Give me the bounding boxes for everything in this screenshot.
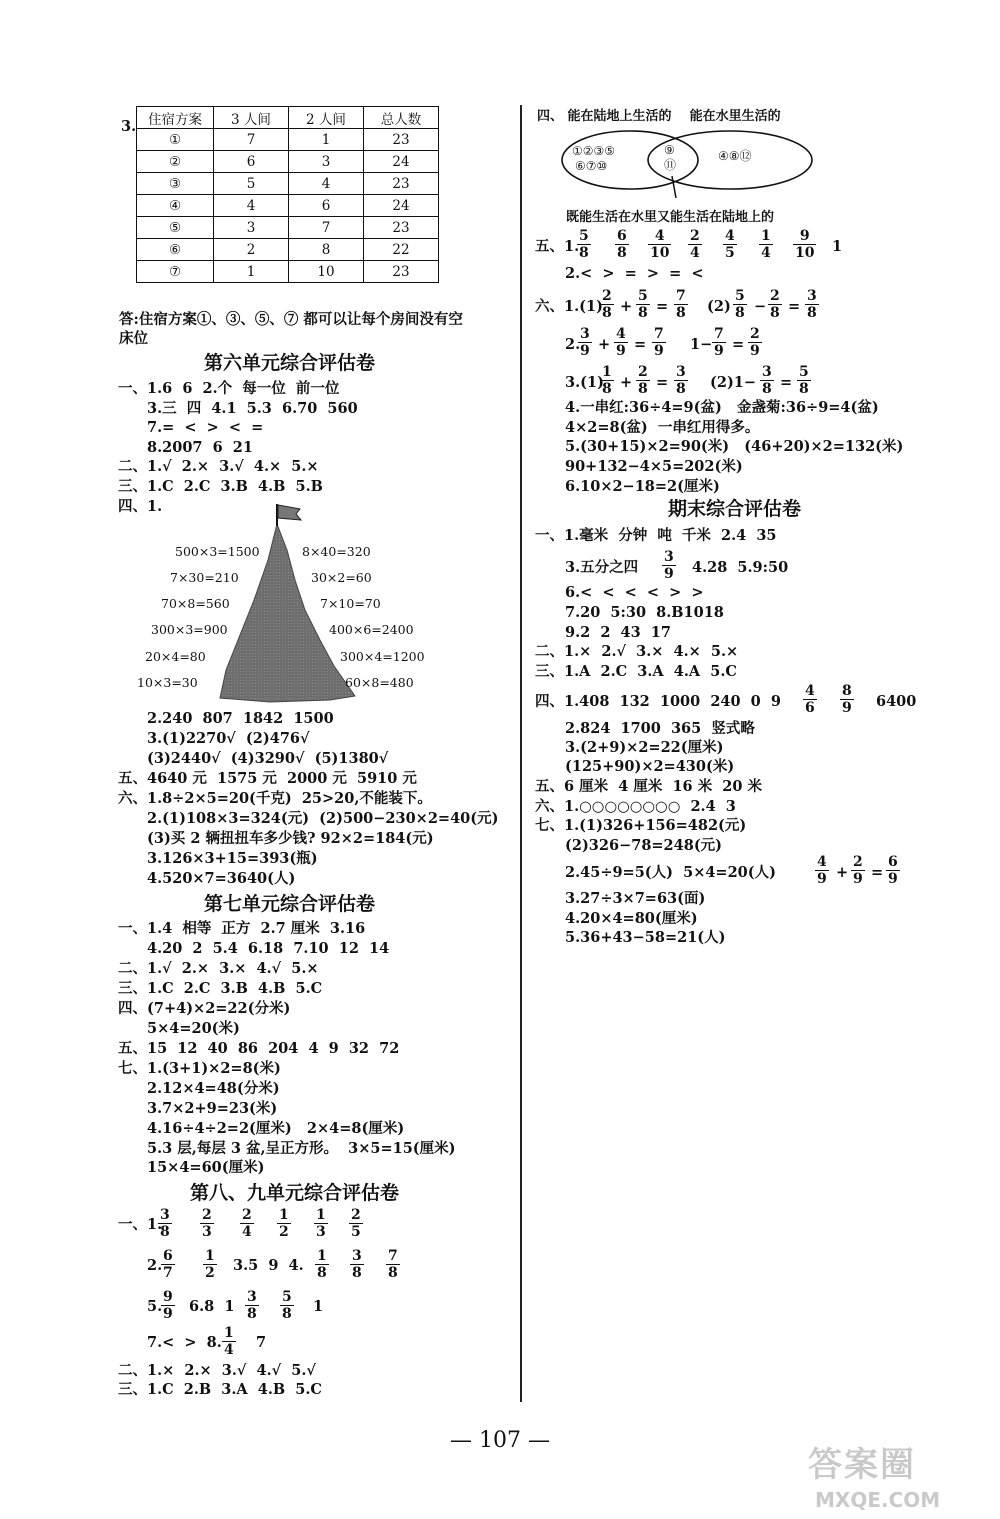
numerator: 9 xyxy=(799,228,810,244)
numerator: 1 xyxy=(316,1207,326,1223)
fraction xyxy=(161,1290,175,1321)
answer-label: 五、1. xyxy=(535,238,580,255)
table-row xyxy=(137,217,439,239)
answer-line: 二、1.√ 2.× 3.√ 4.× 5.× xyxy=(118,458,319,475)
denominator: 9 xyxy=(163,1305,173,1322)
numerator: 4 xyxy=(817,854,827,870)
denominator: 8 xyxy=(388,1264,398,1281)
numerator: 3 xyxy=(762,364,772,380)
fraction xyxy=(615,229,629,260)
answer-line: (125+90)×2=430(米) xyxy=(565,758,735,775)
table-cell: ② xyxy=(137,151,214,173)
fraction xyxy=(386,1249,400,1280)
table-cell: 23 xyxy=(364,173,439,195)
fraction xyxy=(840,684,854,715)
watermark-logo: 答案圈 xyxy=(808,1445,916,1485)
numerator: 4 xyxy=(725,228,735,244)
table-row xyxy=(137,195,439,217)
answer-label: 2. xyxy=(147,1257,163,1274)
mountain-equation: 300×3=900 xyxy=(151,622,228,637)
answer-line: 4.16÷4÷2=2(厘米) 2×4=8(厘米) xyxy=(147,1120,405,1137)
denominator: 4 xyxy=(224,1341,234,1358)
numerator: 9 xyxy=(163,1289,173,1305)
answer-line: 四、(7+4)×2=22(分米) xyxy=(118,1000,291,1017)
answer-line: 6.10×2−18=2(厘米) xyxy=(565,478,720,495)
equals-sign: = xyxy=(732,336,745,353)
answer-line: 三、1.A 2.C 3.A 4.A 5.C xyxy=(535,663,737,680)
table-cell: 6 xyxy=(289,195,364,217)
accommodation-table xyxy=(136,106,439,283)
answer-text: 4.28 5.9:50 xyxy=(692,559,789,576)
answer-line: 三、1.C 2.C 3.B 4.B 5.C xyxy=(118,980,323,997)
answer-line: 六、1.○○○○○○○○ 2.4 3 xyxy=(535,798,736,815)
numerator: 1 xyxy=(317,1248,327,1264)
denominator: 8 xyxy=(676,380,686,397)
answer-line: 答:住宿方案①、③、⑤、⑦ 都可以让每个房间没有空 xyxy=(119,311,463,328)
answer-line: 七、1.(1)326+156=482(元) xyxy=(535,817,747,834)
fraction xyxy=(760,365,774,396)
fraction xyxy=(797,365,811,396)
denominator: 8 xyxy=(762,380,772,397)
fraction xyxy=(733,289,747,320)
answer-line: 4.一串红:36÷4=9(盆) 金盏菊:36÷9=4(盆) xyxy=(565,399,879,416)
fraction xyxy=(349,1208,363,1239)
fraction xyxy=(851,855,865,886)
table-cell: 1 xyxy=(214,261,289,283)
table-cell: 24 xyxy=(364,195,439,217)
numerator: 7 xyxy=(654,326,664,342)
numerator: 1 xyxy=(761,228,771,244)
fraction xyxy=(886,855,900,886)
numerator: 4 xyxy=(805,683,815,699)
table-cell: 2 xyxy=(214,239,289,261)
numerator: 1 xyxy=(205,1248,215,1264)
answer-line: 2.12×4=48(分米) xyxy=(147,1080,280,1097)
numerator: 2 xyxy=(242,1207,252,1223)
numerator: 5 xyxy=(638,288,648,304)
denominator: 4 xyxy=(690,244,700,261)
answer-line: 2.240 807 1842 1500 xyxy=(147,710,334,727)
answer-line: 5.(30+15)×2=90(米) (46+20)×2=132(米) xyxy=(565,438,904,455)
denominator: 9 xyxy=(714,342,724,359)
answer-line: 2.(1)108×3=324(元) (2)500−230×2=40(元) xyxy=(147,810,499,827)
answer-line: (3)买 2 辆扭扭车多少钱? 92×2=184(元) xyxy=(147,830,434,847)
venn-pointer-line xyxy=(672,176,676,198)
table-cell: 3 xyxy=(214,217,289,239)
table-cell: 4 xyxy=(289,173,364,195)
section-title-final: 期末综合评估卷 xyxy=(668,498,802,520)
table-header-row xyxy=(137,107,439,129)
denominator: 8 xyxy=(638,304,648,321)
numerator: 1 xyxy=(224,1325,234,1341)
mountain-equation: 400×6=2400 xyxy=(329,622,414,637)
answer-line: 6.< < < < > > xyxy=(565,584,704,601)
mountain-equation: 8×40=320 xyxy=(302,544,371,559)
equals-sign: = xyxy=(871,864,884,881)
table-cell: 8 xyxy=(289,239,364,261)
fraction xyxy=(203,1249,217,1280)
answer-label: 一、1. xyxy=(118,1216,163,1233)
answer-text: 2.45÷9=5(人) 5×4=20(人) xyxy=(565,864,776,881)
numerator: 2 xyxy=(770,288,780,304)
fraction xyxy=(662,550,676,581)
answer-text: 1 xyxy=(313,1298,324,1315)
fraction xyxy=(577,229,591,260)
flag-icon xyxy=(278,505,301,520)
denominator: 8 xyxy=(735,304,745,321)
denominator: 10 xyxy=(650,244,670,261)
section-title-unit7: 第七单元综合评估卷 xyxy=(204,893,376,915)
fraction xyxy=(688,229,702,260)
answer-line: 4.20×4=80(厘米) xyxy=(565,910,698,927)
fraction xyxy=(793,229,816,260)
table-cell: 23 xyxy=(364,217,439,239)
numerator: 7 xyxy=(714,326,724,342)
numerator: 6 xyxy=(617,228,627,244)
answer-line: 7.20 5:30 8.B1018 xyxy=(565,604,724,621)
fraction xyxy=(636,289,650,320)
answer-line: 90+132−4×5=202(米) xyxy=(565,458,743,475)
answer-label: 3.(1) xyxy=(565,374,604,391)
numerator: 4 xyxy=(654,228,665,244)
answer-line: 一、1.4 相等 正方 2.7 厘米 3.16 xyxy=(118,920,366,937)
table-cell: ④ xyxy=(137,195,214,217)
answer-line: 三、1.C 2.B 3.A 4.B 5.C xyxy=(118,1381,322,1398)
answer-line: (3)2440√ (4)3290√ (5)1380√ xyxy=(147,750,389,767)
denominator: 2 xyxy=(279,1223,289,1240)
page-number: — 107 — xyxy=(450,1428,550,1453)
numerator: 3 xyxy=(676,364,686,380)
watermark-url: MXQE.COM xyxy=(815,1488,941,1512)
denominator: 8 xyxy=(247,1305,257,1322)
numerator: 7 xyxy=(676,288,686,304)
answer-line: 4.20 2 5.4 6.18 7.10 12 14 xyxy=(147,940,390,957)
table-cell: 7 xyxy=(214,129,289,151)
table-cell: 3 xyxy=(289,151,364,173)
denominator: 8 xyxy=(807,304,817,321)
answer-line: 3.(2+9)×2=22(厘米) xyxy=(565,739,724,756)
fraction xyxy=(161,1249,175,1280)
answer-line: 3.三 四 4.1 5.3 6.70 560 xyxy=(147,400,358,417)
fraction xyxy=(674,365,688,396)
numerator: 2 xyxy=(602,288,612,304)
denominator: 5 xyxy=(725,244,735,261)
denominator: 4 xyxy=(761,244,771,261)
fraction xyxy=(600,365,614,396)
answer-line: 六、1.8÷2×5=20(千克) 25>20,不能装下。 xyxy=(118,790,432,807)
table-cell: ⑤ xyxy=(137,217,214,239)
venn-land-items: ⑥⑦⑩ xyxy=(575,159,608,173)
answer-line: (2)326−78=248(元) xyxy=(565,837,723,854)
fraction xyxy=(614,327,628,358)
fraction xyxy=(315,1249,329,1280)
numerator: 3 xyxy=(247,1289,257,1305)
fraction xyxy=(350,1249,364,1280)
table-row xyxy=(137,151,439,173)
answer-line: 9.2 2 43 17 xyxy=(565,624,671,641)
answer-text: 3.五分之四 xyxy=(565,559,639,576)
denominator: 9 xyxy=(664,565,674,582)
denominator: 7 xyxy=(163,1264,173,1281)
fraction xyxy=(600,289,614,320)
denominator: 9 xyxy=(842,699,852,716)
numerator: 2 xyxy=(853,854,863,870)
fraction xyxy=(578,327,592,358)
answer-line: 二、1.× 2.× 3.√ 4.√ 5.√ xyxy=(118,1362,316,1379)
answer-line: 五、6 厘米 4 厘米 16 米 20 米 xyxy=(535,778,763,795)
denominator: 8 xyxy=(617,244,627,261)
answer-line: 一、1.6 6 2.个 每一位 前一位 xyxy=(118,380,340,397)
column-divider xyxy=(520,105,522,1402)
denominator: 8 xyxy=(602,304,612,321)
denominator: 9 xyxy=(888,870,898,887)
fraction xyxy=(768,289,782,320)
denominator: 8 xyxy=(579,244,589,261)
table-cell: ⑦ xyxy=(137,261,214,283)
answer-line: 一、1.毫米 分钟 吨 千米 2.4 35 xyxy=(535,527,777,544)
fraction xyxy=(636,365,650,396)
denominator: 4 xyxy=(242,1223,252,1240)
fraction xyxy=(723,229,737,260)
numerator: 5 xyxy=(579,228,589,244)
numerator: 3 xyxy=(580,326,590,342)
denominator: 9 xyxy=(750,342,760,359)
answer-label: 5. xyxy=(147,1298,163,1315)
numerator: 2 xyxy=(351,1207,361,1223)
numerator: 3 xyxy=(664,549,674,565)
venn-caption: 既能生活在水里又能生活在陆地上的 xyxy=(566,210,775,225)
numerator: 5 xyxy=(799,364,809,380)
answer-text: 1− xyxy=(690,336,713,353)
table-cell: 10 xyxy=(289,261,364,283)
denominator: 9 xyxy=(654,342,664,359)
answer-line: 5.3 层,每层 3 盆,呈正方形。 3×5=15(厘米) xyxy=(147,1140,456,1157)
venn-water-items: ④⑧⑫ xyxy=(718,149,752,163)
table-row xyxy=(137,239,439,261)
plus-sign: + xyxy=(836,864,849,881)
numerator: 2 xyxy=(202,1207,212,1223)
table-cell: ⑥ xyxy=(137,239,214,261)
denominator: 8 xyxy=(352,1264,362,1281)
table-header-cell: 住宿方案 xyxy=(137,107,214,129)
numerator: 3 xyxy=(807,288,817,304)
answer-line: 3.126×3+15=393(瓶) xyxy=(147,850,318,867)
answer-text: 1 xyxy=(832,238,843,255)
answer-text: 7.< > 8. xyxy=(147,1334,222,1351)
table-cell: 5 xyxy=(214,173,289,195)
table-cell: 23 xyxy=(364,261,439,283)
mountain-equation: 7×10=70 xyxy=(320,596,381,611)
fraction xyxy=(803,684,817,715)
plus-sign: + xyxy=(620,298,633,315)
answer-line: 五、15 12 40 86 204 4 9 32 72 xyxy=(118,1040,400,1057)
denominator: 3 xyxy=(316,1223,326,1240)
numerator: 5 xyxy=(735,288,745,304)
table-cell: ③ xyxy=(137,173,214,195)
denominator: 6 xyxy=(805,699,815,716)
denominator: 8 xyxy=(799,380,809,397)
venn-land-items: ①②③⑤ xyxy=(572,144,616,158)
table-row xyxy=(137,261,439,283)
numerator: 3 xyxy=(160,1207,170,1223)
denominator: 8 xyxy=(638,380,648,397)
answer-line: 床位 xyxy=(119,330,148,347)
numerator: 8 xyxy=(842,683,852,699)
mountain-equation: 60×8=480 xyxy=(345,675,414,690)
denominator: 9 xyxy=(616,342,626,359)
equals-sign: = xyxy=(656,374,669,391)
equals-sign: = xyxy=(656,298,669,315)
answer-line: 5×4=20(米) xyxy=(147,1020,240,1037)
denominator: 5 xyxy=(351,1223,361,1240)
equals-sign: = xyxy=(788,298,801,315)
fraction xyxy=(200,1208,214,1239)
plus-sign: + xyxy=(598,336,611,353)
mountain-equation: 70×8=560 xyxy=(161,596,230,611)
answer-text: (2) xyxy=(707,298,731,315)
fraction xyxy=(759,229,773,260)
section-title-unit6: 第六单元综合评估卷 xyxy=(204,352,376,374)
answer-line: 二、1.√ 2.× 3.× 4.√ 5.× xyxy=(118,960,319,977)
table-cell: 1 xyxy=(289,129,364,151)
denominator: 8 xyxy=(160,1223,170,1240)
fraction xyxy=(805,289,819,320)
minus-sign: − xyxy=(754,298,767,315)
section-title-unit89: 第八、九单元综合评估卷 xyxy=(190,1182,400,1204)
answer-line: 2.< > = > = < xyxy=(565,265,704,282)
fraction xyxy=(815,855,829,886)
denominator: 8 xyxy=(770,304,780,321)
question-4-heading: 四、 能在陆地上生活的 能在水里生活的 xyxy=(537,109,781,124)
answer-line: 4×2=8(盆) 一串红用得多。 xyxy=(565,419,760,436)
denominator: 8 xyxy=(602,380,612,397)
denominator: 3 xyxy=(202,1223,212,1240)
venn-both-items: ⑨ xyxy=(664,143,675,157)
answer-text: 6400 xyxy=(876,693,917,710)
table-cell: 23 xyxy=(364,129,439,151)
numerator: 1 xyxy=(602,364,612,380)
table-cell: 6 xyxy=(214,151,289,173)
numerator: 1 xyxy=(279,1207,289,1223)
fraction xyxy=(222,1326,236,1357)
mountain-equation: 7×30=210 xyxy=(170,570,239,585)
fraction xyxy=(652,327,666,358)
fraction xyxy=(748,327,762,358)
fraction xyxy=(280,1290,294,1321)
equals-sign: = xyxy=(634,336,647,353)
denominator: 9 xyxy=(817,870,827,887)
answer-label: 六、1.(1) xyxy=(535,298,603,315)
numerator: 6 xyxy=(888,854,898,870)
answer-line: 3.(1)2270√ (2)476√ xyxy=(147,730,310,747)
table-cell: 24 xyxy=(364,151,439,173)
answer-line: 四、1. xyxy=(118,498,163,515)
numerator: 7 xyxy=(388,1248,398,1264)
denominator: 2 xyxy=(205,1264,215,1281)
table-cell: 22 xyxy=(364,239,439,261)
numerator: 2 xyxy=(750,326,760,342)
answer-line: 3.27÷3×7=63(面) xyxy=(565,890,706,907)
table-header-cell: 总人数 xyxy=(364,107,439,129)
numerator: 5 xyxy=(282,1289,292,1305)
answer-line: 七、1.(3+1)×2=8(米) xyxy=(118,1060,281,1077)
answer-text: 7 xyxy=(256,1334,267,1351)
fraction xyxy=(648,229,671,260)
answer-line: 5.36+43−58=21(人) xyxy=(565,929,726,946)
table-header-cell: 3 人间 xyxy=(214,107,289,129)
denominator: 10 xyxy=(795,244,815,261)
numerator: 3 xyxy=(352,1248,362,1264)
mountain-equation: 20×4=80 xyxy=(145,649,206,664)
table-cell: ① xyxy=(137,129,214,151)
table-cell: 7 xyxy=(289,217,364,239)
fraction xyxy=(674,289,688,320)
venn-both-items: ⑪ xyxy=(664,158,677,172)
answer-line: 五、4640 元 1575 元 2000 元 5910 元 xyxy=(118,770,417,787)
numerator: 2 xyxy=(638,364,648,380)
denominator: 8 xyxy=(676,304,686,321)
numerator: 4 xyxy=(616,326,626,342)
fraction xyxy=(277,1208,291,1239)
numerator: 2 xyxy=(690,228,700,244)
denominator: 8 xyxy=(317,1264,327,1281)
answer-text: (2)1− xyxy=(710,374,757,391)
answer-line: 15×4=60(厘米) xyxy=(147,1159,265,1176)
answer-line: 3.7×2+9=23(米) xyxy=(147,1100,278,1117)
denominator: 9 xyxy=(580,342,590,359)
question-3-label: 3. xyxy=(121,118,137,135)
table-row xyxy=(137,173,439,195)
mountain-equation: 10×3=30 xyxy=(137,675,198,690)
answer-text: 四、1.408 132 1000 240 0 9 xyxy=(535,693,781,710)
answer-label: 2. xyxy=(565,336,581,353)
mountain-equation: 300×4=1200 xyxy=(340,649,425,664)
table-cell: 4 xyxy=(214,195,289,217)
answer-line: 2.824 1700 365 竖式略 xyxy=(565,720,755,737)
table-header-cell: 2 人间 xyxy=(289,107,364,129)
fraction xyxy=(240,1208,254,1239)
answer-line: 二、1.× 2.√ 3.× 4.× 5.× xyxy=(535,643,739,660)
numerator: 6 xyxy=(163,1248,173,1264)
equals-sign: = xyxy=(780,374,793,391)
fraction xyxy=(314,1208,328,1239)
fraction xyxy=(245,1290,259,1321)
answer-line: 4.520×7=3640(人) xyxy=(147,870,296,887)
table-row xyxy=(137,129,439,151)
denominator: 8 xyxy=(282,1305,292,1322)
mountain-equation: 30×2=60 xyxy=(311,570,372,585)
mountain-equation: 500×3=1500 xyxy=(175,544,260,559)
fraction xyxy=(158,1208,172,1239)
answer-line: 7.= < > < = xyxy=(147,419,264,436)
plus-sign: + xyxy=(620,374,633,391)
fraction xyxy=(712,327,726,358)
answer-line: 8.2007 6 21 xyxy=(147,439,253,456)
denominator: 9 xyxy=(853,870,863,887)
answer-text: 3.5 9 4. xyxy=(233,1257,304,1274)
answer-text: 6.8 1 xyxy=(189,1298,235,1315)
answer-line: 三、1.C 2.C 3.B 4.B 5.B xyxy=(118,478,323,495)
